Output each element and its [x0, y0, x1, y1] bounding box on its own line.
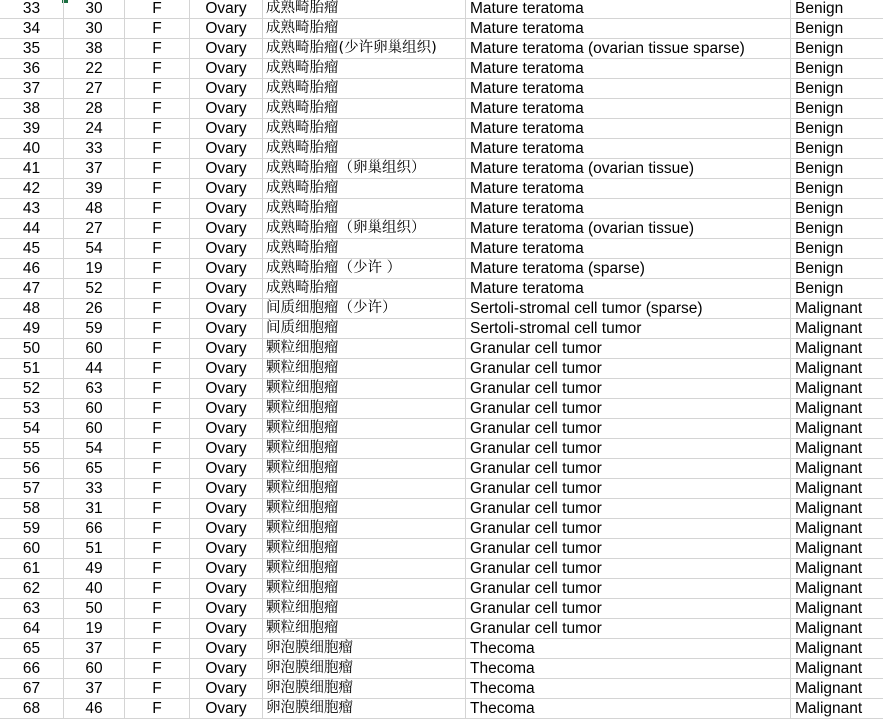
cell-id[interactable]: 51: [0, 359, 64, 379]
cell-classification[interactable]: Benign: [791, 139, 883, 159]
cell-diagnosis-cn[interactable]: 间质细胞瘤: [263, 319, 466, 339]
table-row: [0, 239, 883, 259]
cell-classification[interactable]: Malignant: [791, 519, 883, 539]
cell-classification[interactable]: Malignant: [791, 439, 883, 459]
cell-age[interactable]: 22: [64, 59, 125, 79]
cell-diagnosis-en[interactable]: Mature teratoma: [466, 79, 791, 99]
table-row: [0, 399, 883, 419]
cell-organ[interactable]: Ovary: [190, 379, 263, 399]
cell-organ[interactable]: Ovary: [190, 59, 263, 79]
cell-organ[interactable]: Ovary: [190, 459, 263, 479]
cell-organ[interactable]: Ovary: [190, 579, 263, 599]
cell-diagnosis-cn[interactable]: 卵泡膜细胞瘤: [263, 659, 466, 679]
cell-id[interactable]: 50: [0, 339, 64, 359]
cell-diagnosis-en[interactable]: Granular cell tumor: [466, 339, 791, 359]
cell-sex[interactable]: F: [125, 179, 190, 199]
cell-id[interactable]: 68: [0, 699, 64, 719]
cell-id[interactable]: 47: [0, 279, 64, 299]
cell-organ[interactable]: Ovary: [190, 339, 263, 359]
cell-organ[interactable]: Ovary: [190, 699, 263, 719]
cell-diagnosis-cn[interactable]: 成熟畸胎瘤（卵巢组织）: [263, 219, 466, 239]
cell-organ[interactable]: Ovary: [190, 599, 263, 619]
cell-id[interactable]: 37: [0, 79, 64, 99]
cell-classification[interactable]: Benign: [791, 219, 883, 239]
cell-diagnosis-en[interactable]: Mature teratoma: [466, 239, 791, 259]
cell-organ[interactable]: Ovary: [190, 359, 263, 379]
cell-age[interactable]: 60: [64, 659, 125, 679]
cell-age[interactable]: 60: [64, 419, 125, 439]
cell-classification[interactable]: Malignant: [791, 559, 883, 579]
cell-organ[interactable]: Ovary: [190, 319, 263, 339]
cell-classification[interactable]: Malignant: [791, 659, 883, 679]
cell-id[interactable]: 39: [0, 119, 64, 139]
cell-age[interactable]: 49: [64, 559, 125, 579]
cell-sex[interactable]: F: [125, 79, 190, 99]
cell-diagnosis-cn[interactable]: 卵泡膜细胞瘤: [263, 679, 466, 699]
cell-id[interactable]: 43: [0, 199, 64, 219]
cell-id[interactable]: 59: [0, 519, 64, 539]
table-row: [0, 599, 883, 619]
cell-classification[interactable]: Benign: [791, 279, 883, 299]
table-row: [0, 199, 883, 219]
cell-classification[interactable]: Malignant: [791, 479, 883, 499]
cell-diagnosis-cn[interactable]: 成熟畸胎瘤: [263, 199, 466, 219]
cell-age[interactable]: 40: [64, 579, 125, 599]
cell-age[interactable]: 37: [64, 159, 125, 179]
cell-age[interactable]: 31: [64, 499, 125, 519]
cell-diagnosis-en[interactable]: Mature teratoma: [466, 0, 791, 19]
cell-sex[interactable]: F: [125, 399, 190, 419]
cell-organ[interactable]: Ovary: [190, 639, 263, 659]
cell-classification[interactable]: Malignant: [791, 419, 883, 439]
cell-classification[interactable]: Benign: [791, 59, 883, 79]
cell-sex[interactable]: F: [125, 139, 190, 159]
cell-diagnosis-en[interactable]: Thecoma: [466, 679, 791, 699]
cell-age[interactable]: 33: [64, 139, 125, 159]
cell-age[interactable]: 60: [64, 339, 125, 359]
cell-age[interactable]: 26: [64, 299, 125, 319]
cell-age[interactable]: 37: [64, 639, 125, 659]
table-row: [0, 519, 883, 539]
cell-diagnosis-cn[interactable]: 颗粒细胞瘤: [263, 619, 466, 639]
cell-diagnosis-en[interactable]: Granular cell tumor: [466, 579, 791, 599]
cell-id[interactable]: 63: [0, 599, 64, 619]
cell-diagnosis-en[interactable]: Thecoma: [466, 659, 791, 679]
cell-sex[interactable]: F: [125, 199, 190, 219]
table-row: [0, 619, 883, 639]
cell-organ[interactable]: Ovary: [190, 159, 263, 179]
cell-organ[interactable]: Ovary: [190, 19, 263, 39]
table-row: [0, 79, 883, 99]
cell-classification[interactable]: Malignant: [791, 359, 883, 379]
cell-diagnosis-en[interactable]: Mature teratoma (sparse): [466, 259, 791, 279]
cell-sex[interactable]: F: [125, 499, 190, 519]
cell-diagnosis-cn[interactable]: 颗粒细胞瘤: [263, 359, 466, 379]
table-row: [0, 319, 883, 339]
cell-classification[interactable]: Malignant: [791, 319, 883, 339]
cell-organ[interactable]: Ovary: [190, 259, 263, 279]
table-row: [0, 419, 883, 439]
cell-sex[interactable]: F: [125, 119, 190, 139]
cell-diagnosis-en[interactable]: Mature teratoma (ovarian tissue): [466, 159, 791, 179]
cell-diagnosis-en[interactable]: Granular cell tumor: [466, 379, 791, 399]
cell-age[interactable]: 54: [64, 239, 125, 259]
cell-id[interactable]: 42: [0, 179, 64, 199]
cell-classification[interactable]: Benign: [791, 39, 883, 59]
cell-age[interactable]: 51: [64, 539, 125, 559]
table-row: [0, 259, 883, 279]
table-row: [0, 459, 883, 479]
cell-diagnosis-en[interactable]: Granular cell tumor: [466, 519, 791, 539]
cell-sex[interactable]: F: [125, 359, 190, 379]
cell-age[interactable]: 30: [64, 19, 125, 39]
cell-classification[interactable]: Malignant: [791, 499, 883, 519]
cell-age[interactable]: 44: [64, 359, 125, 379]
table-row: [0, 439, 883, 459]
cell-diagnosis-en[interactable]: Mature teratoma: [466, 59, 791, 79]
cell-organ[interactable]: Ovary: [190, 79, 263, 99]
cell-diagnosis-en[interactable]: Granular cell tumor: [466, 459, 791, 479]
cell-sex[interactable]: F: [125, 99, 190, 119]
cell-id[interactable]: 36: [0, 59, 64, 79]
cell-organ[interactable]: Ovary: [190, 199, 263, 219]
cell-classification[interactable]: Malignant: [791, 299, 883, 319]
table-row: [0, 479, 883, 499]
cell-id[interactable]: 46: [0, 259, 64, 279]
cell-diagnosis-cn[interactable]: 成熟畸胎瘤(少许卵巢组织): [263, 39, 466, 59]
cell-age[interactable]: 46: [64, 699, 125, 719]
table-row: [0, 139, 883, 159]
cell-sex[interactable]: F: [125, 159, 190, 179]
table-row: [0, 379, 883, 399]
table-row: [0, 579, 883, 599]
cell-diagnosis-en[interactable]: Granular cell tumor: [466, 599, 791, 619]
cell-classification[interactable]: Malignant: [791, 399, 883, 419]
cell-id[interactable]: 54: [0, 419, 64, 439]
cell-diagnosis-en[interactable]: Mature teratoma: [466, 99, 791, 119]
cell-diagnosis-cn[interactable]: 颗粒细胞瘤: [263, 519, 466, 539]
cell-age[interactable]: 30: [64, 0, 125, 19]
cell-classification[interactable]: Benign: [791, 259, 883, 279]
cell-organ[interactable]: Ovary: [190, 539, 263, 559]
cell-id[interactable]: 55: [0, 439, 64, 459]
cell-diagnosis-cn[interactable]: 卵泡膜细胞瘤: [263, 699, 466, 719]
cell-organ[interactable]: Ovary: [190, 439, 263, 459]
cell-classification[interactable]: Benign: [791, 159, 883, 179]
cell-age[interactable]: 54: [64, 439, 125, 459]
table-row: [0, 659, 883, 679]
cell-sex[interactable]: F: [125, 419, 190, 439]
table-row: [0, 179, 883, 199]
cell-id[interactable]: 40: [0, 139, 64, 159]
table-row: [0, 699, 883, 719]
cell-diagnosis-cn[interactable]: 颗粒细胞瘤: [263, 419, 466, 439]
cell-diagnosis-cn[interactable]: 成熟畸胎瘤: [263, 239, 466, 259]
cell-classification[interactable]: Malignant: [791, 539, 883, 559]
cell-sex[interactable]: F: [125, 659, 190, 679]
cell-sex[interactable]: F: [125, 579, 190, 599]
cell-diagnosis-cn[interactable]: 成熟畸胎瘤: [263, 19, 466, 39]
table-row: [0, 339, 883, 359]
cell-classification[interactable]: Benign: [791, 0, 883, 19]
cell-classification[interactable]: Benign: [791, 99, 883, 119]
cell-diagnosis-en[interactable]: Sertoli-stromal cell tumor: [466, 319, 791, 339]
table-row: [0, 159, 883, 179]
cell-diagnosis-cn[interactable]: 颗粒细胞瘤: [263, 459, 466, 479]
cell-diagnosis-cn[interactable]: 成熟畸胎瘤: [263, 179, 466, 199]
cell-age[interactable]: 66: [64, 519, 125, 539]
cell-diagnosis-en[interactable]: Mature teratoma: [466, 19, 791, 39]
table-row: [0, 559, 883, 579]
cell-sex[interactable]: F: [125, 479, 190, 499]
cell-classification[interactable]: Benign: [791, 239, 883, 259]
cell-age[interactable]: 19: [64, 259, 125, 279]
cell-id[interactable]: 66: [0, 659, 64, 679]
cell-age[interactable]: 37: [64, 679, 125, 699]
table-row: [0, 279, 883, 299]
cell-diagnosis-cn[interactable]: 成熟畸胎瘤: [263, 119, 466, 139]
cell-diagnosis-en[interactable]: Granular cell tumor: [466, 359, 791, 379]
cell-id[interactable]: 64: [0, 619, 64, 639]
table-row: [0, 639, 883, 659]
cell-id[interactable]: 45: [0, 239, 64, 259]
cell-diagnosis-cn[interactable]: 颗粒细胞瘤: [263, 559, 466, 579]
cell-organ[interactable]: Ovary: [190, 0, 263, 19]
cell-diagnosis-cn[interactable]: 成熟畸胎瘤（卵巢组织）: [263, 159, 466, 179]
cell-sex[interactable]: F: [125, 259, 190, 279]
cell-organ[interactable]: Ovary: [190, 99, 263, 119]
cell-id[interactable]: 61: [0, 559, 64, 579]
cell-sex[interactable]: F: [125, 299, 190, 319]
cell-organ[interactable]: Ovary: [190, 659, 263, 679]
cell-classification[interactable]: Malignant: [791, 699, 883, 719]
cell-organ[interactable]: Ovary: [190, 179, 263, 199]
cell-age[interactable]: 48: [64, 199, 125, 219]
cell-diagnosis-en[interactable]: Mature teratoma (ovarian tissue): [466, 219, 791, 239]
cell-id[interactable]: 48: [0, 299, 64, 319]
cell-classification[interactable]: Malignant: [791, 339, 883, 359]
cell-diagnosis-en[interactable]: Mature teratoma: [466, 179, 791, 199]
cell-classification[interactable]: Benign: [791, 179, 883, 199]
cell-age[interactable]: 27: [64, 79, 125, 99]
cell-age[interactable]: 63: [64, 379, 125, 399]
cell-sex[interactable]: F: [125, 219, 190, 239]
cell-id[interactable]: 44: [0, 219, 64, 239]
cell-diagnosis-en[interactable]: Mature teratoma: [466, 139, 791, 159]
cell-diagnosis-en[interactable]: Thecoma: [466, 639, 791, 659]
cell-diagnosis-cn[interactable]: 成熟畸胎瘤: [263, 99, 466, 119]
cell-id[interactable]: 38: [0, 99, 64, 119]
cell-sex[interactable]: F: [125, 699, 190, 719]
cell-age[interactable]: 52: [64, 279, 125, 299]
cell-classification[interactable]: Malignant: [791, 379, 883, 399]
table-row: [0, 119, 883, 139]
cell-age[interactable]: 28: [64, 99, 125, 119]
cell-diagnosis-cn[interactable]: 颗粒细胞瘤: [263, 579, 466, 599]
cell-organ[interactable]: Ovary: [190, 279, 263, 299]
cell-diagnosis-en[interactable]: Granular cell tumor: [466, 499, 791, 519]
cell-diagnosis-cn[interactable]: 间质细胞瘤（少许）: [263, 299, 466, 319]
table-row: [0, 39, 883, 59]
cell-sex[interactable]: F: [125, 679, 190, 699]
cell-sex[interactable]: F: [125, 559, 190, 579]
cell-diagnosis-en[interactable]: Granular cell tumor: [466, 539, 791, 559]
cell-diagnosis-cn[interactable]: 卵泡膜细胞瘤: [263, 639, 466, 659]
cell-classification[interactable]: Malignant: [791, 619, 883, 639]
cell-id[interactable]: 35: [0, 39, 64, 59]
cell-diagnosis-cn[interactable]: 成熟畸胎瘤: [263, 279, 466, 299]
cell-diagnosis-en[interactable]: Granular cell tumor: [466, 479, 791, 499]
cell-sex[interactable]: F: [125, 0, 190, 19]
cell-sex[interactable]: F: [125, 459, 190, 479]
cell-id[interactable]: 34: [0, 19, 64, 39]
cell-diagnosis-cn[interactable]: 颗粒细胞瘤: [263, 379, 466, 399]
cell-organ[interactable]: Ovary: [190, 139, 263, 159]
cell-diagnosis-en[interactable]: Granular cell tumor: [466, 619, 791, 639]
cell-sex[interactable]: F: [125, 279, 190, 299]
cell-id[interactable]: 56: [0, 459, 64, 479]
cell-age[interactable]: 33: [64, 479, 125, 499]
cell-age[interactable]: 19: [64, 619, 125, 639]
cell-classification[interactable]: Malignant: [791, 679, 883, 699]
cell-organ[interactable]: Ovary: [190, 619, 263, 639]
cell-organ[interactable]: Ovary: [190, 299, 263, 319]
cell-sex[interactable]: F: [125, 599, 190, 619]
cell-diagnosis-cn[interactable]: 成熟畸胎瘤: [263, 59, 466, 79]
cell-diagnosis-en[interactable]: Mature teratoma: [466, 279, 791, 299]
cell-diagnosis-cn[interactable]: 颗粒细胞瘤: [263, 539, 466, 559]
cell-id[interactable]: 60: [0, 539, 64, 559]
cell-organ[interactable]: Ovary: [190, 679, 263, 699]
table-row: [0, 679, 883, 699]
cell-sex[interactable]: F: [125, 39, 190, 59]
cell-id[interactable]: 33: [0, 0, 64, 19]
cell-age[interactable]: 27: [64, 219, 125, 239]
cell-organ[interactable]: Ovary: [190, 519, 263, 539]
cell-sex[interactable]: F: [125, 19, 190, 39]
cell-diagnosis-cn[interactable]: 成熟畸胎瘤（少许 ）: [263, 259, 466, 279]
table-row: [0, 299, 883, 319]
cell-age[interactable]: 39: [64, 179, 125, 199]
table-row: [0, 0, 883, 19]
cell-diagnosis-en[interactable]: Granular cell tumor: [466, 399, 791, 419]
table-row: [0, 539, 883, 559]
cell-id[interactable]: 67: [0, 679, 64, 699]
cell-diagnosis-cn[interactable]: 颗粒细胞瘤: [263, 599, 466, 619]
cell-age[interactable]: 38: [64, 39, 125, 59]
cell-sex[interactable]: F: [125, 439, 190, 459]
cell-diagnosis-cn[interactable]: 颗粒细胞瘤: [263, 339, 466, 359]
table-row: [0, 19, 883, 39]
cell-diagnosis-cn[interactable]: 成熟畸胎瘤: [263, 139, 466, 159]
cell-organ[interactable]: Ovary: [190, 499, 263, 519]
cell-organ[interactable]: Ovary: [190, 119, 263, 139]
cell-organ[interactable]: Ovary: [190, 239, 263, 259]
cell-diagnosis-en[interactable]: Mature teratoma (ovarian tissue sparse): [466, 39, 791, 59]
cell-sex[interactable]: F: [125, 319, 190, 339]
cell-age[interactable]: 50: [64, 599, 125, 619]
table-row: [0, 499, 883, 519]
cell-diagnosis-en[interactable]: Mature teratoma: [466, 119, 791, 139]
cell-classification[interactable]: Malignant: [791, 579, 883, 599]
cell-classification[interactable]: Benign: [791, 119, 883, 139]
cell-diagnosis-cn[interactable]: 颗粒细胞瘤: [263, 399, 466, 419]
cell-age[interactable]: 24: [64, 119, 125, 139]
cell-classification[interactable]: Benign: [791, 199, 883, 219]
cell-diagnosis-en[interactable]: Granular cell tumor: [466, 559, 791, 579]
cell-sex[interactable]: F: [125, 539, 190, 559]
cell-classification[interactable]: Malignant: [791, 639, 883, 659]
cell-sex[interactable]: F: [125, 519, 190, 539]
cell-organ[interactable]: Ovary: [190, 419, 263, 439]
cell-organ[interactable]: Ovary: [190, 559, 263, 579]
cell-sex[interactable]: F: [125, 379, 190, 399]
cell-diagnosis-en[interactable]: Granular cell tumor: [466, 439, 791, 459]
cell-id[interactable]: 62: [0, 579, 64, 599]
cell-organ[interactable]: Ovary: [190, 219, 263, 239]
cell-organ[interactable]: Ovary: [190, 39, 263, 59]
cell-classification[interactable]: Benign: [791, 19, 883, 39]
cell-diagnosis-en[interactable]: Mature teratoma: [466, 199, 791, 219]
cell-id[interactable]: 53: [0, 399, 64, 419]
cell-diagnosis-cn[interactable]: 颗粒细胞瘤: [263, 479, 466, 499]
cell-classification[interactable]: Malignant: [791, 599, 883, 619]
table-row: [0, 219, 883, 239]
table-row: [0, 359, 883, 379]
cell-diagnosis-cn[interactable]: 颗粒细胞瘤: [263, 439, 466, 459]
cell-id[interactable]: 49: [0, 319, 64, 339]
cell-diagnosis-en[interactable]: Granular cell tumor: [466, 419, 791, 439]
cell-sex[interactable]: F: [125, 619, 190, 639]
cell-classification[interactable]: Benign: [791, 79, 883, 99]
cell-age[interactable]: 59: [64, 319, 125, 339]
cell-organ[interactable]: Ovary: [190, 399, 263, 419]
cell-id[interactable]: 57: [0, 479, 64, 499]
cell-id[interactable]: 52: [0, 379, 64, 399]
cell-organ[interactable]: Ovary: [190, 479, 263, 499]
cell-diagnosis-en[interactable]: Sertoli-stromal cell tumor (sparse): [466, 299, 791, 319]
cell-diagnosis-cn[interactable]: 成熟畸胎瘤: [263, 0, 466, 19]
table-row: [0, 59, 883, 79]
cell-diagnosis-cn[interactable]: 成熟畸胎瘤: [263, 79, 466, 99]
cell-id[interactable]: 41: [0, 159, 64, 179]
cell-diagnosis-en[interactable]: Thecoma: [466, 699, 791, 719]
cell-diagnosis-cn[interactable]: 颗粒细胞瘤: [263, 499, 466, 519]
cell-sex[interactable]: F: [125, 639, 190, 659]
cell-age[interactable]: 65: [64, 459, 125, 479]
cell-classification[interactable]: Malignant: [791, 459, 883, 479]
cell-age[interactable]: 60: [64, 399, 125, 419]
cell-sex[interactable]: F: [125, 339, 190, 359]
cell-sex[interactable]: F: [125, 59, 190, 79]
cell-id[interactable]: 65: [0, 639, 64, 659]
cell-id[interactable]: 58: [0, 499, 64, 519]
table-row: [0, 99, 883, 119]
cell-sex[interactable]: F: [125, 239, 190, 259]
